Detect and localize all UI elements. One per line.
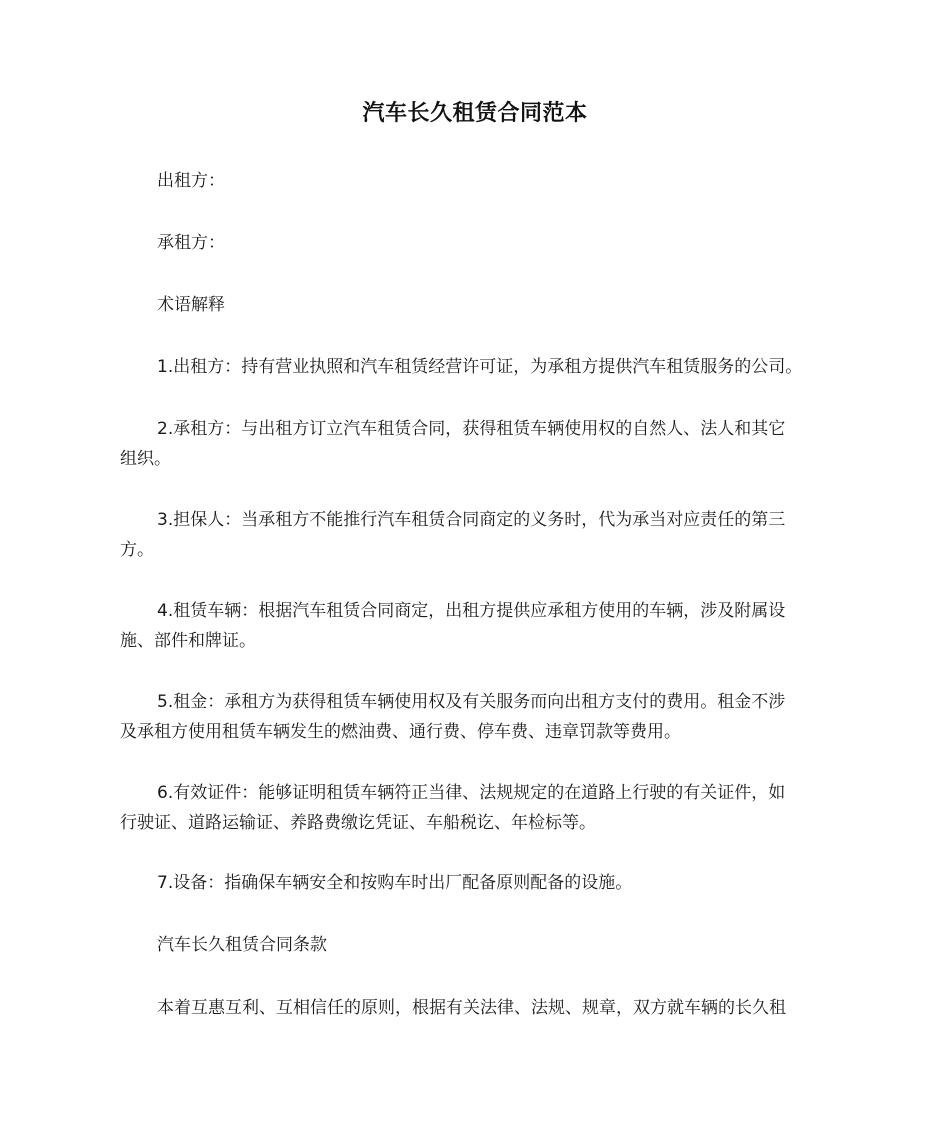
paragraph-line: 汽车长久租赁合同条款 xyxy=(157,935,327,955)
paragraph-line: 3.担保人：当承租方不能推行汽车租赁合同商定的义务时，代为承当对应责任的第三 xyxy=(157,510,786,530)
paragraph-line: 施、部件和牌证。 xyxy=(120,631,256,651)
paragraph-line: 组织。 xyxy=(120,449,171,469)
paragraph-line: 本着互惠互利、互相信任的原则，根据有关法律、法规、规章，双方就车辆的长久租 xyxy=(157,998,786,1018)
paragraph-line: 行驶证、道路运输证、养路费缴讫凭证、车船税讫、年检标等。 xyxy=(120,813,596,833)
paragraph-lessee xyxy=(120,228,832,258)
paragraph-line: 方。 xyxy=(120,540,154,560)
paragraph-term-7 xyxy=(120,868,832,898)
paragraph-line: 5.租金：承租方为获得租赁车辆使用权及有关服务而向出租方支付的费用。租金不涉 xyxy=(157,692,786,712)
paragraph-line: 及承租方使用租赁车辆发生的燃油费、通行费、停车费、违章罚款等费用。 xyxy=(120,722,681,742)
paragraph-preamble xyxy=(120,993,832,1023)
paragraph-lessor xyxy=(120,166,832,196)
paragraph-term-3 xyxy=(120,505,832,565)
paragraph-terms-heading xyxy=(120,290,832,320)
paragraph-line: 4.租赁车辆：根据汽车租赁合同商定，出租方提供应承租方使用的车辆，涉及附属设 xyxy=(157,601,786,621)
paragraph-line: 1.出租方：持有营业执照和汽车租赁经营许可证，为承租方提供汽车租赁服务的公司。 xyxy=(157,357,803,377)
paragraph-term-1 xyxy=(120,352,832,382)
paragraph-line: 承租方： xyxy=(157,233,225,253)
paragraph-line: 术语解释 xyxy=(157,295,225,315)
paragraph-term-5 xyxy=(120,687,832,747)
paragraph-term-4 xyxy=(120,596,832,656)
document-title: 汽车长久租赁合同范本 xyxy=(362,101,588,126)
paragraph-line: 2.承租方：与出租方订立汽车租赁合同，获得租赁车辆使用权的自然人、法人和其它 xyxy=(157,419,786,439)
paragraph-clauses-heading xyxy=(120,930,832,960)
paragraph-term-6 xyxy=(120,778,832,838)
paragraph-line: 6.有效证件：能够证明租赁车辆符正当律、法规规定的在道路上行驶的有关证件，如 xyxy=(157,783,786,803)
paragraph-line: 7.设备：指确保车辆安全和按购车时出厂配备原则配备的设施。 xyxy=(157,873,633,893)
paragraph-term-2 xyxy=(120,414,832,474)
paragraph-line: 出租方： xyxy=(157,171,225,191)
